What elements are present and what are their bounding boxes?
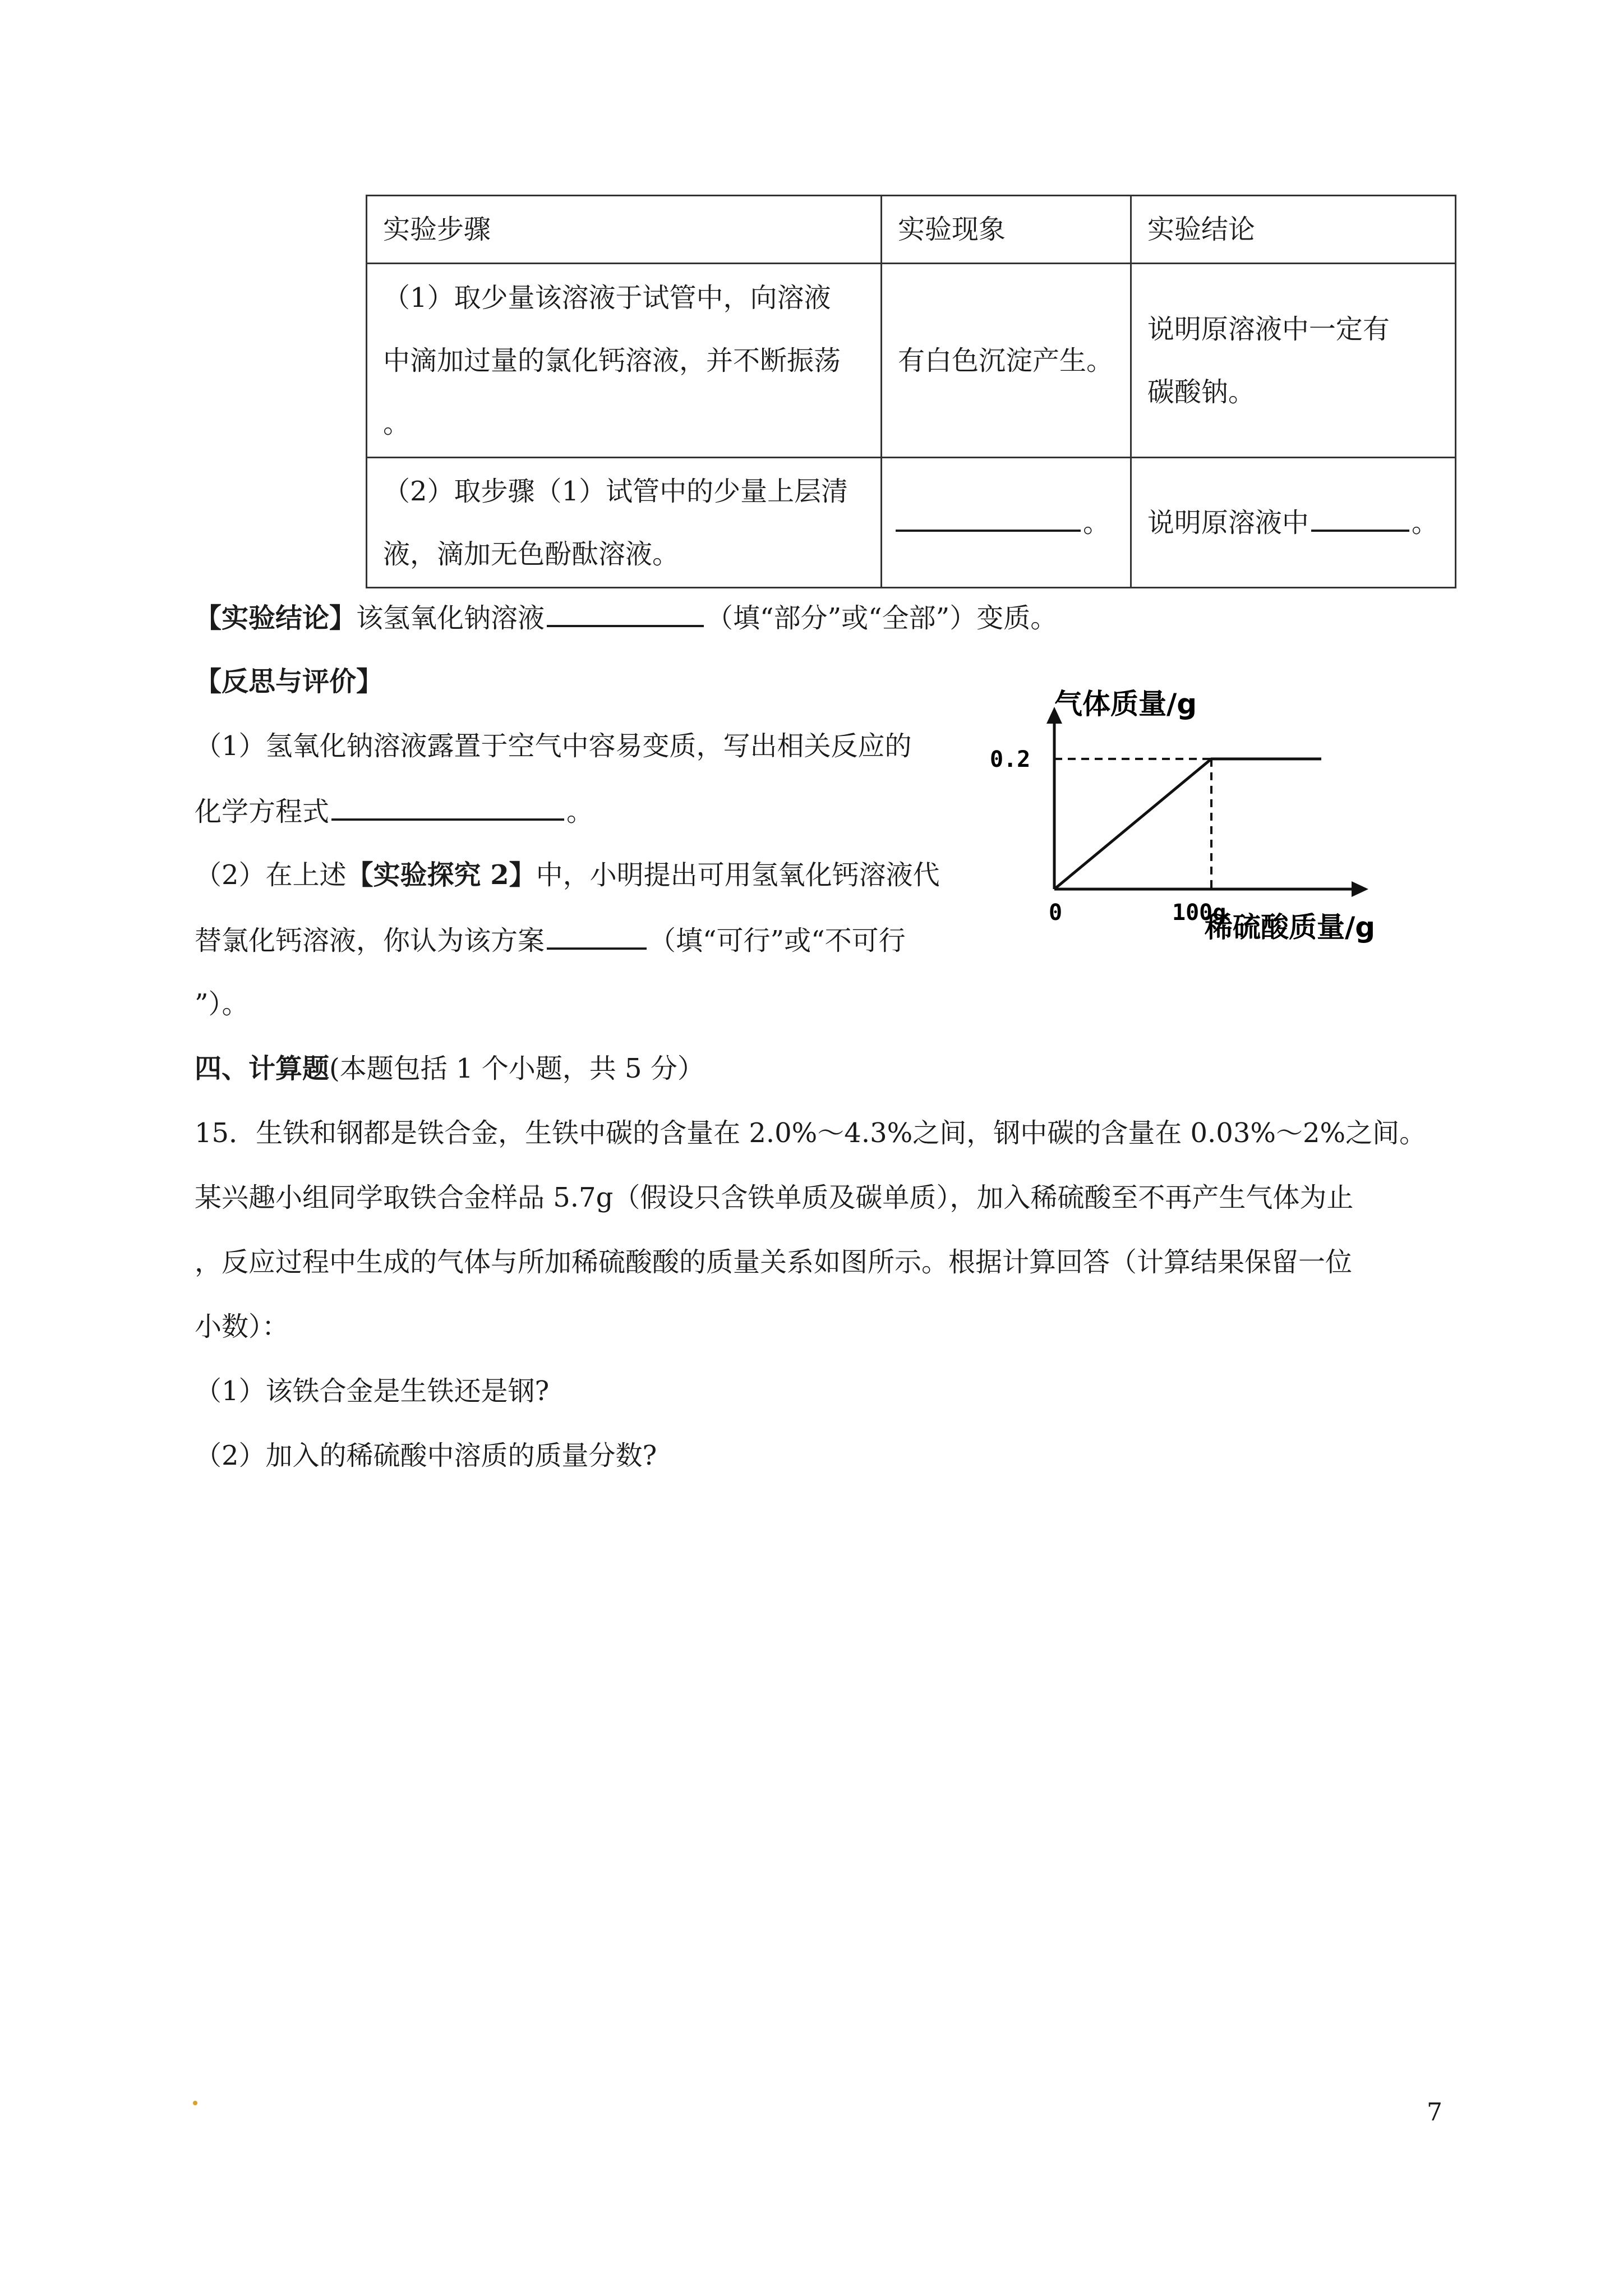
decorative-dot: [193, 2101, 197, 2105]
row1-step-line2: 中滴加过量的氯化钙溶液，并不断振荡: [383, 344, 841, 376]
answer-blank[interactable]: [547, 600, 704, 627]
header-phenomenon: 实验现象: [882, 196, 1131, 264]
row1-conclusion: [1131, 264, 1455, 458]
q15-line1: 15．生铁和钢都是铁合金，生铁中碳的含量在 2.0%～4.3%之间，钢中碳的含量在 0.03%～2%之间。: [195, 1117, 1427, 1149]
gas-mass-chart: [976, 673, 1413, 965]
table-row: [367, 458, 1456, 588]
reflection-q1-line2: [195, 794, 593, 829]
origin-label: 0: [1049, 900, 1063, 926]
row1-step: [367, 264, 882, 458]
experiment-table: [366, 195, 1456, 588]
y-axis-label: 气体质量/g: [1054, 688, 1197, 720]
row1-step-line3: 。: [383, 407, 411, 439]
section4-note: (本题包括 1 个小题，共 5 分）: [329, 1053, 704, 1084]
section4-title: 四、计算题: [195, 1053, 330, 1084]
row1-conclusion-line1: 说明原溶液中一定有: [1147, 313, 1390, 345]
conclusion-label: 【实验结论】: [195, 602, 357, 634]
conclusion-text-after: （填“部分”或“全部”）变质。: [706, 602, 1058, 634]
experiment-conclusion: [195, 600, 1057, 635]
x-axis-arrow: [1352, 881, 1368, 897]
row2-conclusion-suffix: 。: [1411, 507, 1438, 539]
series-line: [1054, 759, 1321, 889]
q1-suffix: 。: [566, 796, 594, 827]
row2-conclusion: [1131, 458, 1455, 588]
row2-conclusion-prefix: 说明原溶液中: [1147, 507, 1309, 539]
answer-blank[interactable]: [896, 505, 1081, 532]
row1-conclusion-line2: 碳酸钠。: [1147, 376, 1255, 408]
conclusion-text-before: 该氢氧化钠溶液: [356, 602, 545, 634]
row2-phenomenon: [882, 458, 1131, 588]
row1-step-line1: （1）取少量该溶液于试管中，向溶液: [383, 282, 831, 314]
table-row: [367, 264, 1456, 458]
q15-line2: 某兴趣小组同学取铁合金样品 5.7g（假设只含铁单质及碳单质），加入稀硫酸至不再产生气体为止: [195, 1182, 1354, 1213]
header-step: 实验步骤: [367, 196, 882, 264]
row2-step-line1: （2）取步骤（1）试管中的少量上层清: [383, 475, 849, 507]
reflection-q2-line3: ”）。: [195, 988, 249, 1020]
y-tick-label: 0.2: [990, 746, 1031, 772]
answer-blank[interactable]: [1311, 505, 1409, 532]
q2-line2-prefix: 替氯化钙溶液，你认为该方案: [195, 925, 545, 956]
q2-prefix: （2）在上述: [195, 859, 347, 891]
x-axis-label: 稀硫酸质量/g: [1205, 911, 1376, 944]
q15-line3: ，反应过程中生成的气体与所加稀硫酸酸的质量关系如图所示。根据计算回答（计算结果保留一位: [195, 1246, 1353, 1278]
q15-sub2: （2）加入的稀硫酸中溶质的质量分数?: [195, 1440, 657, 1471]
reflection-q2-line2: [195, 923, 906, 958]
answer-blank[interactable]: [331, 794, 564, 821]
q2-line2-suffix: （填“可行”或“不可行: [649, 925, 906, 956]
q15-line4: 小数）：: [195, 1311, 289, 1342]
row2-phenomenon-suffix: 。: [1083, 507, 1110, 539]
section4-heading: [195, 1052, 704, 1085]
chart-marks: [1046, 707, 1368, 897]
q1-prefix: 化学方程式: [195, 796, 330, 827]
q15-sub1: （1）该铁合金是生铁还是钢?: [195, 1375, 550, 1407]
reflection-q2-line1: [195, 858, 940, 892]
page-number: 7: [1427, 2098, 1442, 2127]
table-header-row: [367, 196, 1456, 264]
row1-phenomenon: 有白色沉淀产生。: [882, 264, 1131, 458]
answer-blank[interactable]: [547, 923, 647, 950]
row2-step-line2: 液，滴加无色酚酞溶液。: [383, 538, 680, 570]
reflection-q1-line1: （1）氢氧化钠溶液露置于空气中容易变质，写出相关反应的: [195, 730, 912, 762]
q2-bold-ref: 【实验探究 2】: [346, 859, 536, 891]
x-tick-label: 100g: [1172, 900, 1227, 926]
q2-suffix: 中，小明提出可用氢氧化钙溶液代: [536, 859, 940, 891]
header-conclusion: 实验结论: [1131, 196, 1455, 264]
reflection-title: 【反思与评价】: [195, 666, 384, 697]
row2-step: [367, 458, 882, 588]
